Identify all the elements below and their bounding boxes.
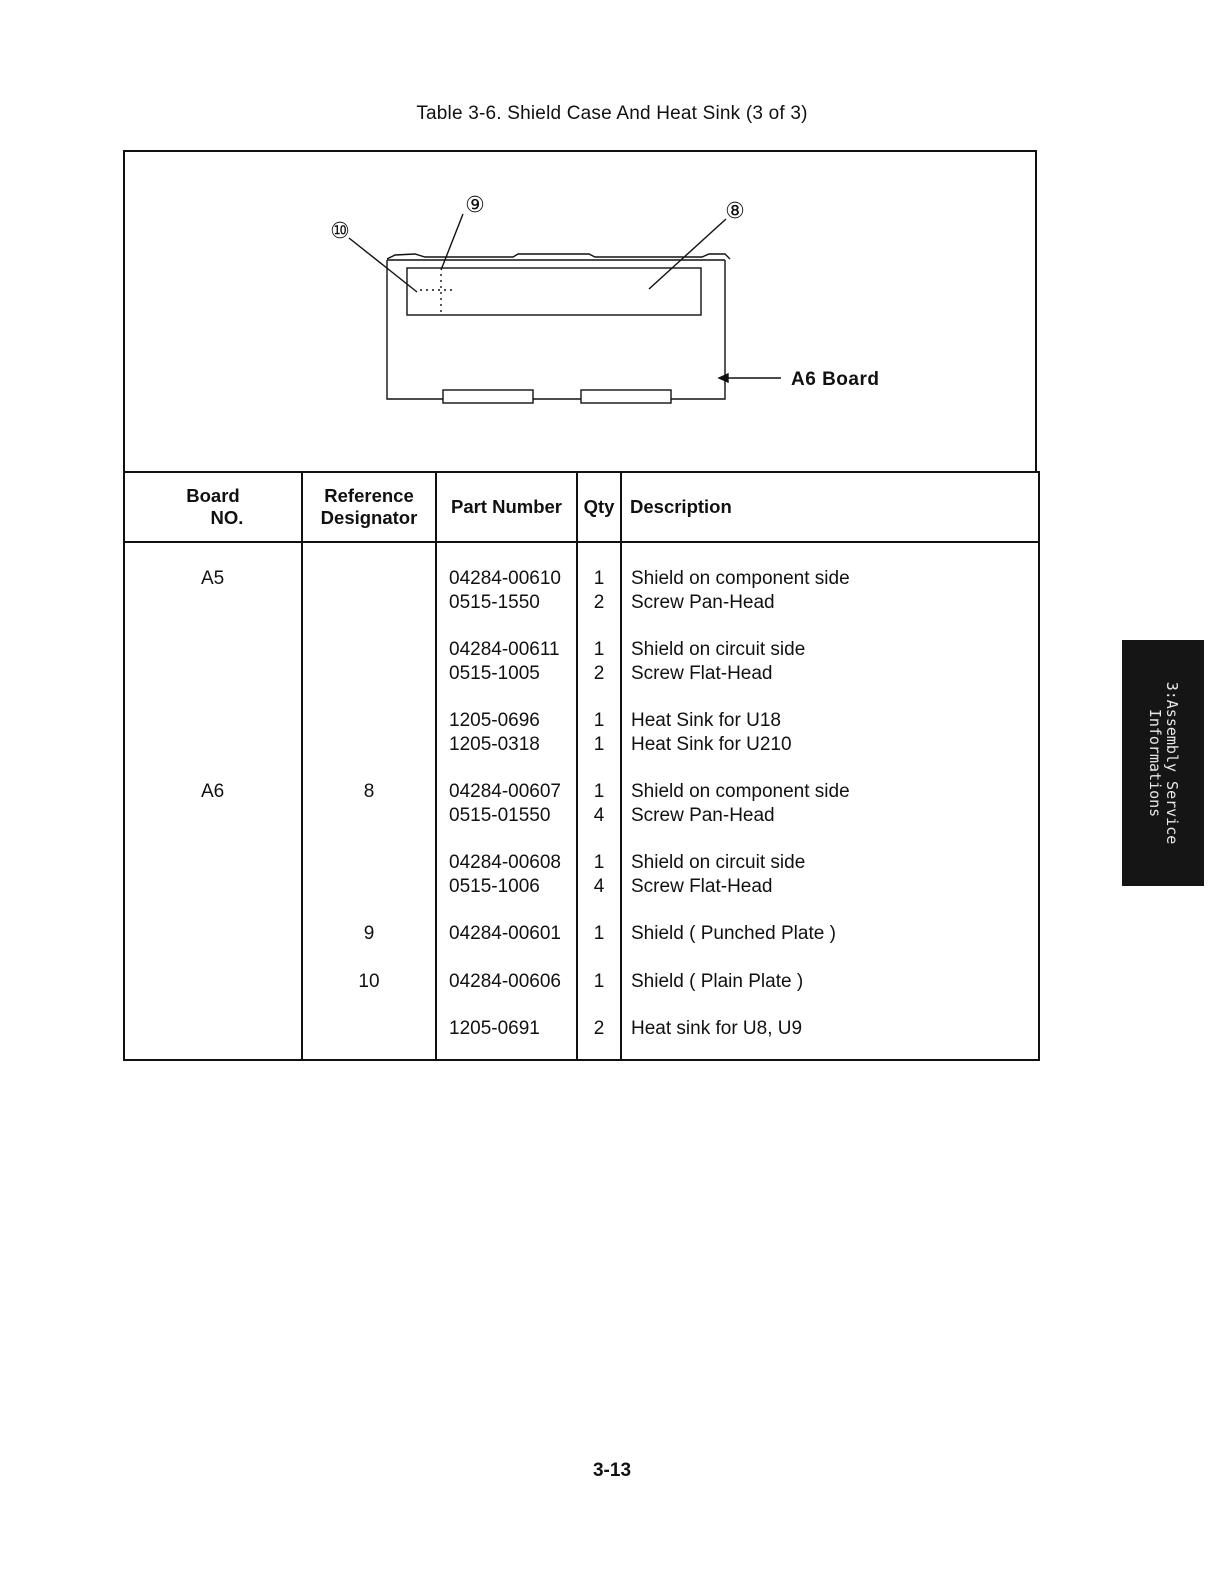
row-gap	[622, 757, 1038, 781]
shield-diagram	[125, 152, 1039, 474]
qty-cell: 4	[593, 804, 605, 826]
qty-cell: 1	[593, 639, 605, 661]
part-number-column	[436, 542, 577, 1060]
row-gap	[437, 757, 576, 781]
desc-cell: Heat sink for U8, U9	[631, 1018, 803, 1040]
qty-cell: 2	[593, 591, 605, 613]
qty-cell: 2	[593, 1018, 605, 1040]
assembly-figure	[123, 150, 1037, 472]
row-gap	[125, 946, 301, 970]
board-cell: A5	[201, 568, 225, 589]
a6-board-outline	[407, 268, 701, 315]
row-gap	[303, 685, 435, 709]
qty-cell: 1	[593, 852, 605, 874]
part-cell: 1205-0318	[449, 733, 540, 755]
qty-column	[577, 542, 621, 1060]
qty-cell: 4	[593, 875, 605, 897]
header-ref-line1: Reference	[324, 485, 414, 506]
row-gap	[622, 899, 1038, 923]
ref-cell	[303, 638, 435, 662]
board-cell	[125, 709, 301, 733]
row-gap	[125, 614, 301, 638]
board-cell	[125, 922, 301, 946]
board-cell	[125, 970, 301, 994]
row-gap	[622, 993, 1038, 1017]
ref-cell: 10	[358, 970, 380, 992]
desc-cell: Screw Pan-Head	[631, 804, 775, 826]
part-cell: 04284-00607	[449, 781, 561, 803]
header-part-number: Part Number	[436, 472, 577, 542]
row-gap	[622, 828, 1038, 852]
connector-right	[581, 390, 671, 403]
ref-cell: 9	[363, 923, 375, 945]
desc-cell: Shield on circuit side	[631, 639, 806, 661]
ref-cell	[303, 804, 435, 828]
desc-cell: Heat Sink for U210	[631, 733, 792, 755]
qty-cell: 1	[593, 568, 605, 589]
board-column	[124, 542, 302, 1060]
qty-cell: 1	[593, 781, 605, 803]
row-gap	[578, 946, 620, 970]
desc-cell: Screw Flat-Head	[631, 875, 773, 897]
punched-plate-marks	[420, 274, 455, 312]
side-tab-text	[1146, 682, 1180, 845]
parts-table	[123, 471, 1040, 1061]
header-reference-designator	[302, 472, 436, 542]
qty-cell: 1	[593, 710, 605, 732]
header-ref-line2: Designator	[320, 507, 418, 528]
part-cell: 04284-00608	[449, 852, 561, 874]
board-cell	[125, 733, 301, 757]
part-cell: 04284-00606	[449, 970, 561, 992]
header-row	[124, 472, 1039, 542]
leader-9	[441, 214, 463, 270]
board-cell: A6	[201, 781, 225, 803]
part-cell: 1205-0691	[449, 1018, 540, 1040]
part-cell: 04284-00601	[449, 923, 561, 945]
row-gap	[303, 828, 435, 852]
board-cell	[125, 638, 301, 662]
shield-top-profile	[387, 254, 730, 259]
callout-9: ⑨	[465, 193, 485, 218]
row-gap	[578, 899, 620, 923]
desc-cell: Screw Pan-Head	[631, 591, 775, 613]
row-gap	[578, 993, 620, 1017]
connector-left	[443, 390, 533, 403]
row-gap	[622, 946, 1038, 970]
row-gap	[578, 614, 620, 638]
row-gap	[125, 993, 301, 1017]
header-board-no	[124, 472, 302, 542]
row-gap	[578, 828, 620, 852]
description-column	[621, 542, 1039, 1060]
header-board-line1: Board	[186, 485, 240, 506]
row-gap	[125, 899, 301, 923]
qty-cell: 2	[593, 662, 605, 684]
board-arrow-head	[719, 374, 728, 382]
header-board-line2: NO.	[210, 507, 244, 528]
a6-board-label: A6 Board	[791, 369, 880, 390]
ref-cell	[303, 733, 435, 757]
ref-cell	[303, 591, 435, 615]
row-gap	[125, 828, 301, 852]
desc-cell: Shield on component side	[631, 781, 850, 803]
row-gap	[578, 757, 620, 781]
shield-case-outline	[387, 260, 725, 399]
row-gap	[578, 685, 620, 709]
part-cell: 0515-1006	[449, 875, 540, 897]
row-gap	[437, 899, 576, 923]
part-cell: 0515-1005	[449, 662, 540, 684]
board-cell	[125, 591, 301, 615]
table-title: Table 3-6. Shield Case And Heat Sink (3 of 3)	[416, 103, 808, 124]
qty-cell: 1	[593, 923, 605, 945]
row-gap	[437, 946, 576, 970]
ref-cell	[303, 875, 435, 899]
row-gap	[303, 899, 435, 923]
header-qty: Qty	[577, 472, 621, 542]
part-cell: 04284-00610	[449, 568, 561, 589]
callout-8: ⑧	[725, 199, 745, 224]
row-gap	[303, 993, 435, 1017]
row-gap	[303, 946, 435, 970]
side-tab-line2: Informations	[1146, 708, 1164, 818]
desc-cell: Shield on circuit side	[631, 852, 806, 874]
board-cell	[125, 662, 301, 686]
leader-10	[349, 238, 417, 292]
desc-cell: Shield on component side	[631, 568, 850, 589]
desc-cell: Shield ( Plain Plate )	[631, 970, 804, 992]
ref-cell	[303, 709, 435, 733]
ref-cell: 8	[363, 781, 375, 803]
board-cell	[125, 875, 301, 899]
board-cell	[125, 851, 301, 875]
header-description: Description	[621, 472, 1039, 542]
qty-cell: 1	[593, 970, 605, 992]
row-gap	[622, 614, 1038, 638]
row-gap	[303, 614, 435, 638]
ref-cell	[303, 567, 435, 591]
table-body-row	[124, 542, 1039, 1060]
ref-cell	[303, 851, 435, 875]
board-cell	[125, 804, 301, 828]
reference-column	[302, 542, 436, 1060]
part-cell: 1205-0696	[449, 710, 540, 732]
row-gap	[437, 828, 576, 852]
part-cell: 0515-01550	[449, 804, 551, 826]
part-cell: 04284-00611	[449, 639, 560, 661]
page-number: 3-13	[592, 1460, 632, 1481]
desc-cell: Screw Flat-Head	[631, 662, 773, 684]
row-gap	[437, 993, 576, 1017]
section-side-tab	[1122, 640, 1204, 886]
part-cell: 0515-1550	[449, 591, 540, 613]
side-tab-line1: 3:Assembly Service	[1163, 681, 1181, 845]
row-gap	[125, 757, 301, 781]
desc-cell: Shield ( Punched Plate )	[631, 923, 836, 945]
row-gap	[437, 614, 576, 638]
ref-cell	[303, 662, 435, 686]
callout-10: ⑩	[330, 219, 350, 244]
ref-cell	[303, 1017, 435, 1041]
qty-cell: 1	[593, 733, 605, 755]
row-gap	[437, 685, 576, 709]
row-gap	[125, 685, 301, 709]
desc-cell: Heat Sink for U18	[631, 710, 781, 732]
row-gap	[622, 685, 1038, 709]
row-gap	[303, 757, 435, 781]
board-cell	[125, 1017, 301, 1041]
